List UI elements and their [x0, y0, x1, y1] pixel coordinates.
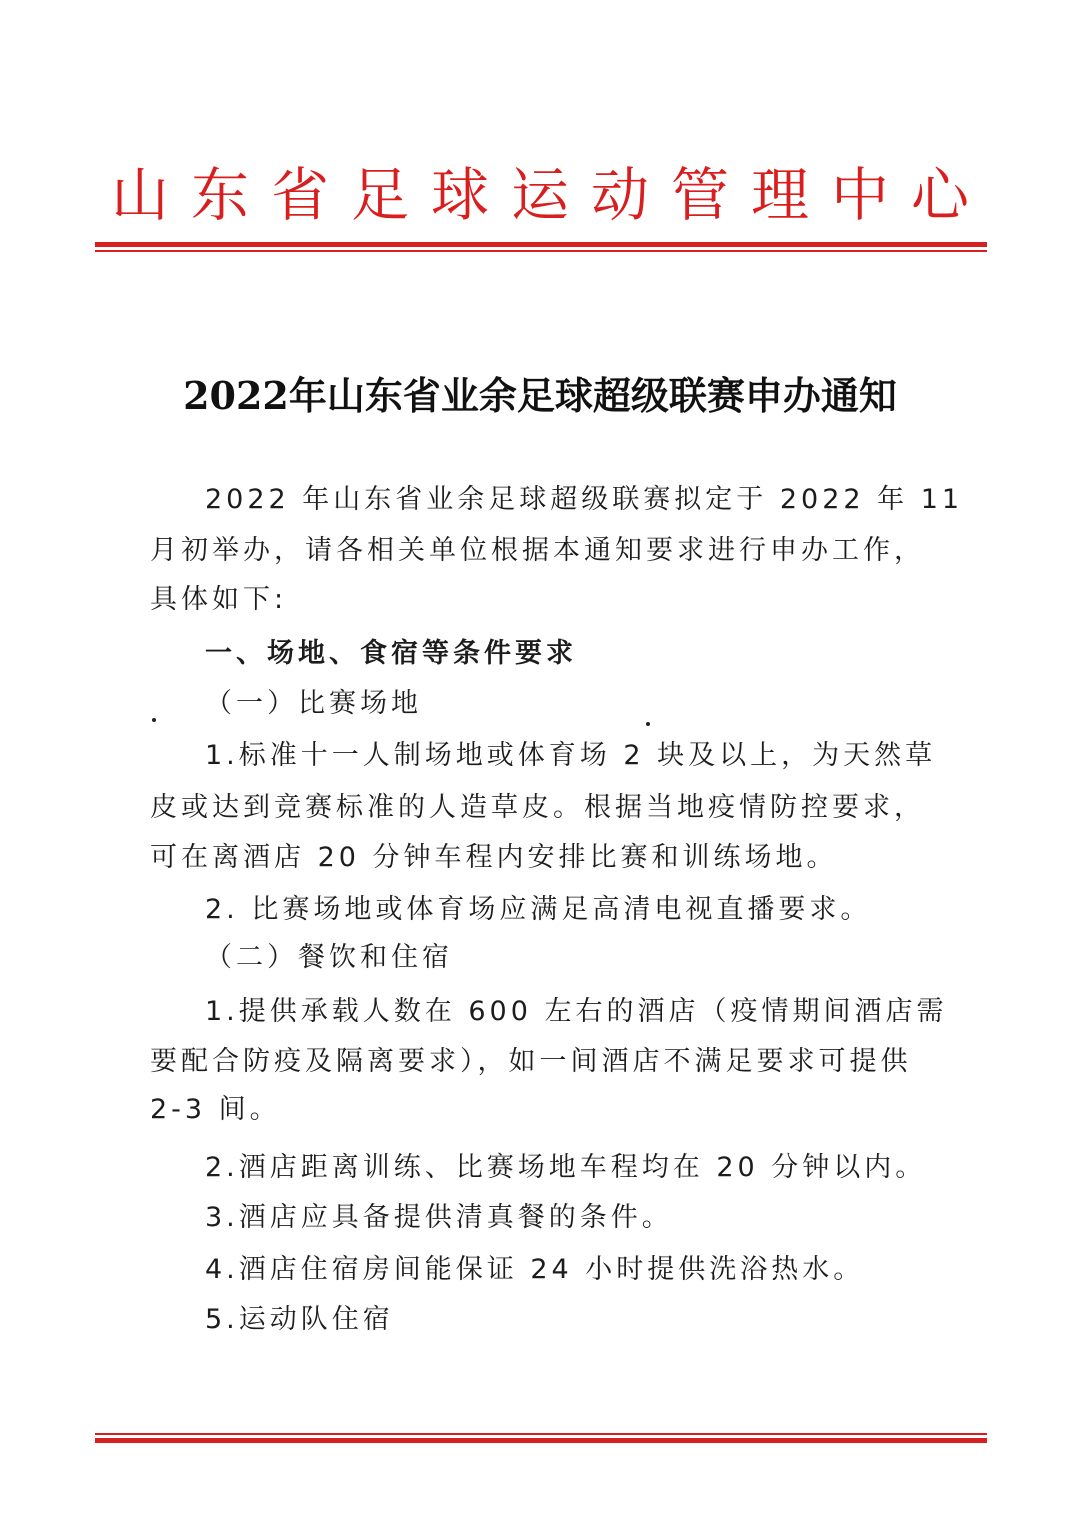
paragraph-line: 月初举办，请各相关单位根据本通知要求进行申办工作，	[150, 535, 925, 566]
paragraph-line: 3.酒店应具备提供清真餐的条件。	[205, 1202, 673, 1233]
footer-divider-thin	[95, 1433, 987, 1435]
subsection-heading: （二）餐饮和住宿	[205, 942, 453, 973]
section-heading: 一、场地、食宿等条件要求	[205, 638, 577, 669]
footer-divider	[95, 1433, 987, 1443]
paragraph-line: 要配合防疫及隔离要求），如一间酒店不满足要求可提供	[150, 1046, 912, 1077]
paragraph-line: 2022 年山东省业余足球超级联赛拟定于 2022 年 11	[205, 484, 964, 515]
subsection-heading: （一）比赛场地	[205, 688, 422, 719]
document-title: 2022年山东省业余足球超级联赛申办通知	[183, 373, 897, 418]
paragraph-line: 皮或达到竞赛标准的人造草皮。根据当地疫情防控要求，	[150, 792, 925, 823]
footer-divider-thick	[95, 1438, 987, 1443]
paragraph-line: 具体如下:	[150, 584, 288, 615]
paragraph-line: 1.标准十一人制场地或体育场 2 块及以上，为天然草	[205, 740, 937, 771]
scan-speck	[646, 722, 650, 726]
paragraph-line: 2. 比赛场地或体育场应满足高清电视直播要求。	[205, 894, 872, 925]
paragraph-line: 4.酒店住宿房间能保证 24 小时提供洗浴热水。	[205, 1254, 865, 1285]
paragraph-line: 2-3 间。	[150, 1094, 281, 1125]
scan-speck	[152, 718, 156, 722]
paragraph-line: 5.运动队住宿	[205, 1304, 394, 1335]
paragraph-line: 可在离酒店 20 分钟车程内安排比赛和训练场地。	[150, 842, 838, 873]
paragraph-line: 1.提供承载人数在 600 左右的酒店（疫情期间酒店需	[205, 996, 948, 1027]
paragraph-line: 2.酒店距离训练、比赛场地车程均在 20 分钟以内。	[205, 1152, 927, 1183]
header-divider	[95, 242, 987, 252]
header-divider-thick	[95, 242, 987, 247]
header-divider-thin	[95, 250, 987, 252]
organization-header: 山东省足球运动管理中心	[110, 161, 991, 229]
